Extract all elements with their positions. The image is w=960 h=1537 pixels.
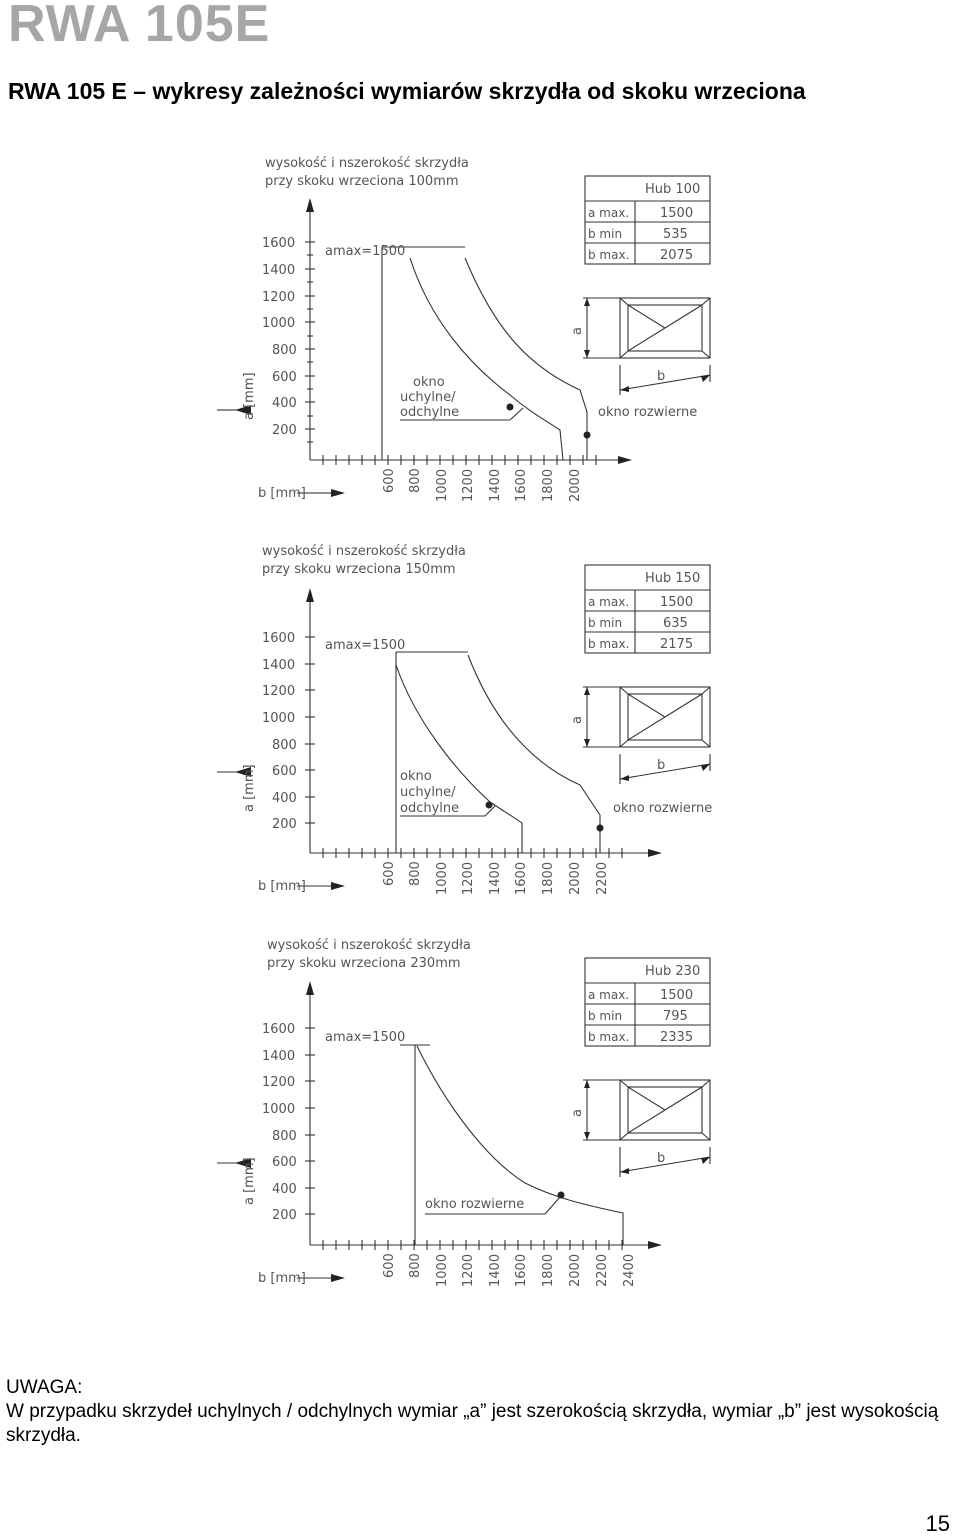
y-tick-label: 1000 — [262, 316, 296, 331]
table-label: b min — [588, 1009, 623, 1023]
x-tick-label: 1000 — [435, 861, 450, 895]
dim-a-label: a — [570, 327, 585, 335]
note-text: W przypadku skrzydeł uchylnych / odchylnych wymiar „a” jest szerokością skrzydła, wymiar „b” jest wysokością skrzydła. — [6, 1401, 939, 1446]
x-axis-label: b [mm] — [258, 879, 306, 894]
label-tilt-line-1: okno — [413, 375, 445, 390]
x-tick-label: 2200 — [595, 861, 610, 895]
diagram-svg — [225, 933, 745, 1313]
y-tick-label: 600 — [272, 370, 297, 385]
y-tick-label: 1400 — [262, 658, 296, 673]
label-tilt-line-3: odchylne — [400, 405, 460, 420]
y-tick-label: 800 — [272, 1129, 297, 1144]
x-tick-labels — [382, 861, 610, 895]
y-tick-label: 200 — [272, 423, 297, 438]
table-value: 795 — [663, 1009, 688, 1024]
table-label: b max. — [588, 1030, 630, 1044]
y-tick-label: 1600 — [262, 1022, 296, 1037]
x-tick-label: 1800 — [541, 468, 556, 502]
curve-open — [465, 258, 587, 460]
y-tick-label: 200 — [272, 817, 297, 832]
table-title: Hub 150 — [645, 571, 701, 586]
y-tick-label: 200 — [272, 1208, 297, 1223]
table-value: 2335 — [660, 1030, 694, 1045]
diagram-svg — [225, 540, 745, 920]
table-label: b min — [588, 227, 623, 241]
x-tick-label: 800 — [408, 468, 423, 493]
y-tick-label: 1400 — [262, 1049, 296, 1064]
y-tick-label: 400 — [272, 791, 297, 806]
curve-point-open — [584, 432, 591, 439]
y-tick-label: 800 — [272, 738, 297, 753]
label-tilt-line-1: okno — [400, 769, 432, 784]
table-value: 635 — [663, 616, 688, 631]
y-axis-label: a [mm] — [242, 764, 257, 812]
y-tick-label: 600 — [272, 1155, 297, 1170]
table-label: a max. — [588, 595, 630, 609]
x-tick-label: 600 — [382, 468, 397, 493]
y-tick-label: 600 — [272, 764, 297, 779]
y-tick-label: 400 — [272, 396, 297, 411]
x-tick-label: 1000 — [435, 1253, 450, 1287]
table-title: Hub 230 — [645, 964, 701, 979]
y-axis-label: a [mm] — [242, 1157, 257, 1205]
x-tick-label: 1600 — [514, 1253, 529, 1287]
amax-label: amax=1500 — [325, 244, 406, 259]
note-block — [6, 1376, 951, 1448]
table-label: a max. — [588, 206, 630, 220]
label-open: okno rozwierne — [425, 1197, 525, 1212]
table-value: 535 — [663, 227, 688, 242]
y-tick-labels — [262, 631, 297, 832]
caption-line-2: przy skoku wrzeciona 100mm — [265, 174, 459, 189]
table-label: b max. — [588, 637, 630, 651]
y-tick-label: 1600 — [262, 631, 296, 646]
label-open: okno rozwierne — [613, 801, 713, 816]
y-tick-label: 800 — [272, 343, 297, 358]
x-tick-label: 1800 — [541, 1253, 556, 1287]
x-tick-label: 1400 — [488, 468, 503, 502]
note-heading: UWAGA: — [6, 1377, 83, 1398]
y-tick-label: 1200 — [262, 290, 296, 305]
x-tick-label: 1400 — [488, 1253, 503, 1287]
table-value: 2075 — [660, 248, 694, 263]
page-number: 15 — [925, 1511, 950, 1536]
y-axis-label: a [mm] — [242, 372, 257, 420]
y-tick-labels — [262, 236, 297, 438]
y-tick-label: 1600 — [262, 236, 296, 251]
y-tick-labels — [262, 1022, 297, 1223]
x-tick-label: 1600 — [514, 468, 529, 502]
x-tick-label: 2200 — [595, 1253, 610, 1287]
table-value: 1500 — [660, 595, 694, 610]
table-value: 1500 — [660, 988, 694, 1003]
caption-line-1: wysokość i nszerokość skrzydła — [267, 938, 471, 953]
x-tick-label: 800 — [408, 1253, 423, 1278]
x-tick-label: 2400 — [622, 1253, 637, 1287]
x-tick-label: 1200 — [461, 468, 476, 502]
caption-line-1: wysokość i nszerokość skrzydła — [262, 544, 466, 559]
table-value: 2175 — [660, 637, 694, 652]
dim-b-label: b — [657, 1151, 666, 1166]
x-tick-label: 2000 — [568, 1253, 583, 1287]
x-tick-label: 600 — [382, 861, 397, 886]
y-tick-label: 1000 — [262, 711, 296, 726]
x-tick-label: 1200 — [461, 861, 476, 895]
table-label: a max. — [588, 988, 630, 1002]
x-tick-label: 1200 — [461, 1253, 476, 1287]
x-tick-label: 800 — [408, 861, 423, 886]
dim-a-label: a — [570, 1109, 585, 1117]
diagram-hub-230 — [225, 933, 745, 1313]
diagram-svg — [225, 150, 745, 530]
y-tick-label: 1000 — [262, 1102, 296, 1117]
label-open: okno rozwierne — [598, 405, 698, 420]
table-label: b min — [588, 616, 623, 630]
x-tick-label: 1000 — [435, 468, 450, 502]
x-axis-label: b [mm] — [258, 486, 306, 501]
table-value: 1500 — [660, 206, 694, 221]
y-tick-label: 1400 — [262, 263, 296, 278]
x-tick-label: 2000 — [568, 861, 583, 895]
amax-label: amax=1500 — [325, 1030, 406, 1045]
caption-line-2: przy skoku wrzeciona 150mm — [262, 562, 456, 577]
x-axis-label: b [mm] — [258, 1271, 306, 1286]
label-tilt-line-2: uchylne/ — [400, 390, 456, 405]
amax-label: amax=1500 — [325, 638, 406, 653]
x-tick-label: 2000 — [568, 468, 583, 502]
caption-line-1: wysokość i nszerokość skrzydła — [265, 156, 469, 171]
x-tick-label: 1600 — [514, 861, 529, 895]
x-tick-label: 600 — [382, 1253, 397, 1278]
y-tick-label: 1200 — [262, 1075, 296, 1090]
x-axis-arrow — [618, 456, 632, 464]
curve-tilt — [410, 258, 563, 460]
diagram-hub-100 — [225, 150, 745, 530]
x-tick-label: 1400 — [488, 861, 503, 895]
label-tilt-line-2: uchylne/ — [400, 785, 456, 800]
y-tick-label: 1200 — [262, 684, 296, 699]
brand-title: RWA 105E — [8, 0, 271, 53]
diagram-hub-150 — [225, 540, 745, 920]
caption-line-2: przy skoku wrzeciona 230mm — [267, 956, 461, 971]
dim-b-label: b — [657, 758, 666, 773]
x-tick-label: 1800 — [541, 861, 556, 895]
label-tilt-line-3: odchylne — [400, 801, 460, 816]
page-title: RWA 105 E – wykresy zależności wymiarów skrzydła od skoku wrzeciona — [8, 78, 806, 104]
table-label: b max. — [588, 248, 630, 262]
y-axis-arrow — [306, 198, 314, 212]
curve-point-tilt — [507, 404, 514, 411]
x-tick-labels — [382, 468, 583, 502]
dim-b-label: b — [657, 369, 666, 384]
table-title: Hub 100 — [645, 182, 701, 197]
dim-a-label: a — [570, 716, 585, 724]
y-tick-label: 400 — [272, 1182, 297, 1197]
x-tick-labels — [382, 1253, 637, 1287]
